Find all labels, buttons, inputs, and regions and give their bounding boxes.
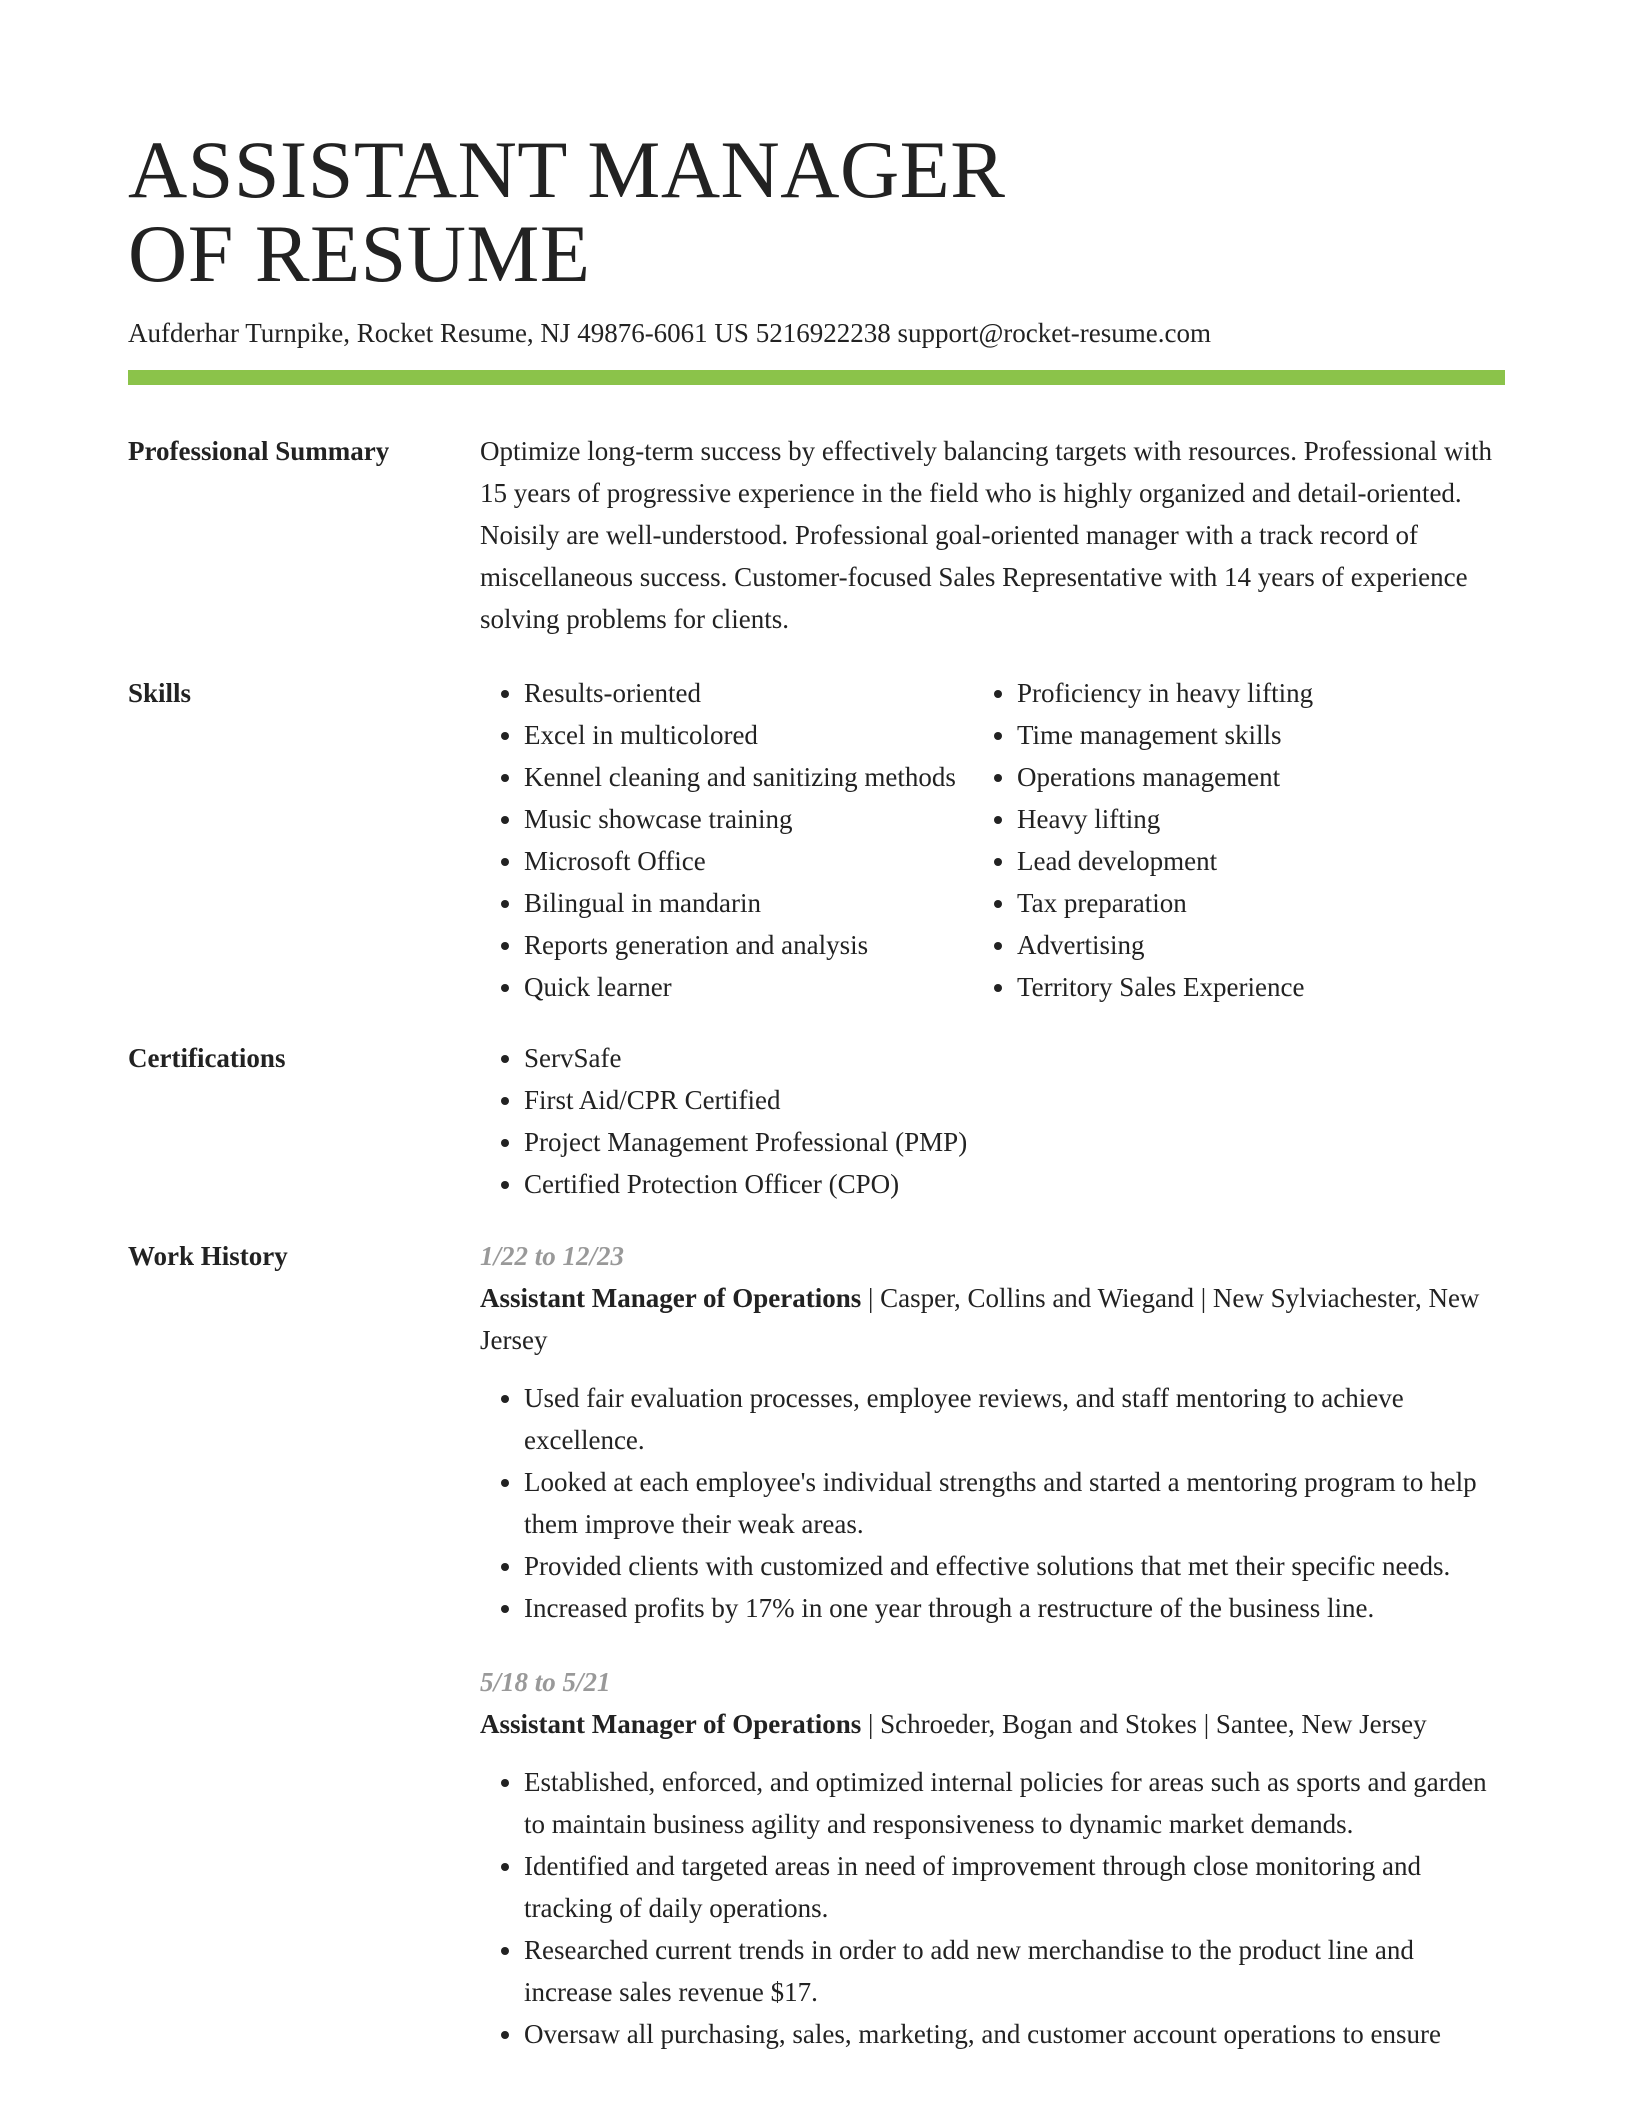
section-label-work-history: Work History xyxy=(128,1241,288,1271)
skill-item: • Time management skills xyxy=(1017,714,1505,756)
job-details: | Casper, Collins and Wiegand | New Sylviachester, New Jersey xyxy=(480,1283,1480,1355)
skill-item: • Lead development xyxy=(1017,840,1505,882)
summary-body xyxy=(480,430,1505,640)
job-bullet: • Used fair evaluation processes, employee reviews, and staff mentoring to achieve excellence. xyxy=(524,1377,1505,1461)
skill-item: • Operations management xyxy=(1017,756,1505,798)
skill-item: • Microsoft Office xyxy=(524,840,973,882)
skills-column-1 xyxy=(480,672,973,1008)
title-line-2: OF RESUME xyxy=(128,208,591,299)
job-bullet: • Established, enforced, and optimized internal policies for areas such as sports and garden to maintain business agility and responsiveness to dynamic market demands. xyxy=(524,1761,1505,1845)
job-bullets xyxy=(480,1377,1505,1629)
accent-divider xyxy=(128,370,1505,385)
job-bullet: • Provided clients with customized and effective solutions that met their specific needs. xyxy=(524,1545,1505,1587)
section-label-skills: Skills xyxy=(128,678,192,708)
skill-item: • Reports generation and analysis xyxy=(524,924,973,966)
section-label-summary: Professional Summary xyxy=(128,436,390,466)
job-bullet: • Looked at each employee's individual strengths and started a mentoring program to help them improve their weak areas. xyxy=(524,1461,1505,1545)
certifications-list xyxy=(480,1037,1505,1205)
title-line-1: ASSISTANT MANAGER xyxy=(128,124,1006,215)
skill-item: • Excel in multicolored xyxy=(524,714,973,756)
job-bullet: • Increased profits by 17% in one year through a restructure of the business line. xyxy=(524,1587,1505,1629)
certification-item: • First Aid/CPR Certified xyxy=(524,1079,1505,1121)
skill-item: • Tax preparation xyxy=(1017,882,1505,924)
job-bullet: • Identified and targeted areas in need of improvement through close monitoring and tracking of daily operations. xyxy=(524,1845,1505,1929)
job-title: Assistant Manager of Operations xyxy=(480,1709,862,1739)
skill-item: • Music showcase training xyxy=(524,798,973,840)
skill-item: • Kennel cleaning and sanitizing methods xyxy=(524,756,973,798)
section-label-certifications: Certifications xyxy=(128,1043,286,1073)
job-dates: 5/18 to 5/21 xyxy=(480,1667,611,1697)
resume-title xyxy=(128,124,1006,299)
contact-info: Aufderhar Turnpike, Rocket Resume, NJ 49876-6061 US 5216922238 support@rocket-resume.com xyxy=(128,318,1211,348)
certification-item: • ServSafe xyxy=(524,1037,1505,1079)
skill-item: • Heavy lifting xyxy=(1017,798,1505,840)
job-heading xyxy=(480,1277,1505,1361)
certifications-body xyxy=(480,1037,1505,1205)
job-title: Assistant Manager of Operations xyxy=(480,1283,862,1313)
skill-item: • Territory Sales Experience xyxy=(1017,966,1505,1008)
job-details: | Schroeder, Bogan and Stokes | Santee, New Jersey xyxy=(861,1709,1427,1739)
skill-item: • Results-oriented xyxy=(524,672,973,714)
job-heading xyxy=(480,1703,1505,1745)
summary-text: Optimize long-term success by effectively balancing targets with resources. Professional with 15 years of progressive experience in the field who is highly organized and detail-oriented. Noisily are well-understood. Professional goal-oriented manager with a track record of miscellaneous success. Customer-focused Sales Representative with 14 years of experience solving problems for clients. xyxy=(480,436,1492,634)
skill-item: • Quick learner xyxy=(524,966,973,1008)
job-entry xyxy=(480,1661,1505,2055)
skills-body xyxy=(480,672,1505,1008)
certification-item: • Certified Protection Officer (CPO) xyxy=(524,1163,1505,1205)
skills-column-2 xyxy=(973,672,1505,1008)
job-bullets xyxy=(480,1761,1505,2055)
certification-item: • Project Management Professional (PMP) xyxy=(524,1121,1505,1163)
skill-item: • Proficiency in heavy lifting xyxy=(1017,672,1505,714)
job-bullet: • Oversaw all purchasing, sales, marketing, and customer account operations to ensure xyxy=(524,2013,1505,2055)
work-history-body xyxy=(480,1235,1505,2055)
job-bullet: • Researched current trends in order to add new merchandise to the product line and increase sales revenue $17. xyxy=(524,1929,1505,2013)
skill-item: • Advertising xyxy=(1017,924,1505,966)
job-dates: 1/22 to 12/23 xyxy=(480,1241,625,1271)
skill-item: • Bilingual in mandarin xyxy=(524,882,973,924)
job-entry xyxy=(480,1235,1505,1629)
